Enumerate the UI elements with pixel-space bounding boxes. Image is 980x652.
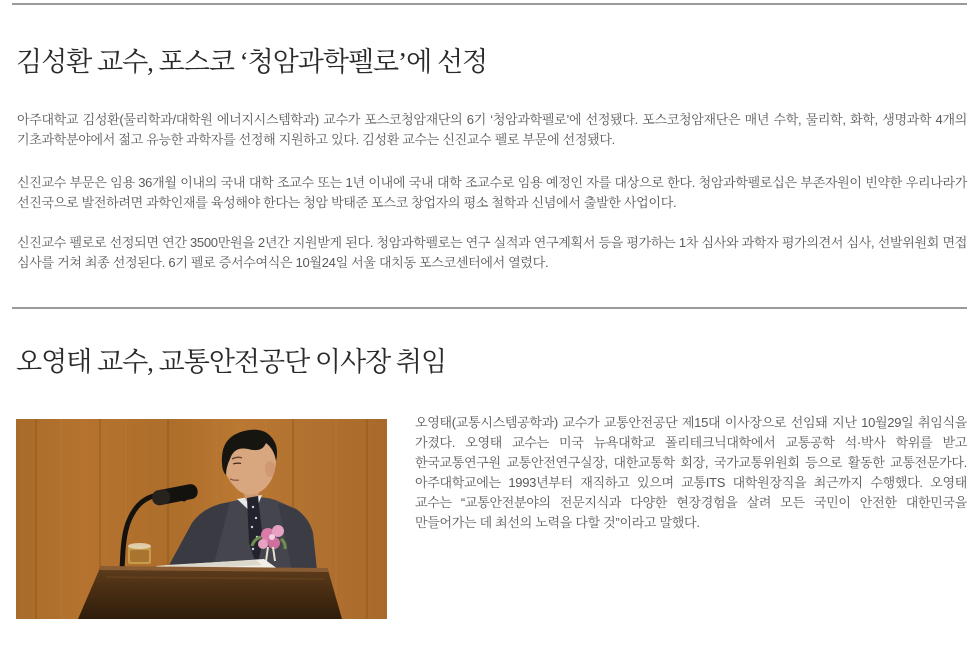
section-divider-middle <box>12 307 967 309</box>
section-divider-top <box>12 3 967 5</box>
article-1-paragraph-1: 아주대학교 김성환(물리학과/대학원 에너지시스템학과) 교수가 포스코청암재단의 6기 ‘청암과학펠로’에 선정됐다. 포스코청암재단은 매년 수학, 물리학, 화학, 생명과학 4개의 기초과학분야에서 젊고 유능한 과학자를 선정해 지원하고 있다. 김성환 교수는 신진교수 펠로 부문에 선정됐다. <box>17 112 967 147</box>
article-1-paragraph-2: 신진교수 부문은 임용 36개월 이내의 국내 대학 조교수 또는 1년 이내에 국내 대학 조교수로 임용 예정인 자를 대상으로 한다. 청암과학펠로십은 부존자원이 빈약한 우리나라가 선진국으로 발전하려면 과학인재를 육성해야 한다는 청암 박태준 포스코 창업자의 평소 철학과 신념에서 출발한 사업이다. <box>17 175 967 210</box>
article-2-title: 오영태 교수, 교통안전공단 이사장 취임 <box>16 347 447 377</box>
article-2-paragraph-1: 오영태(교통시스템공학과) 교수가 교통안전공단 제15대 이사장으로 선임돼 지난 10월29일 취임식을 가졌다. 오영태 교수는 미국 뉴욕대학교 폴리테크닉대학에서 교통공학 석·박사 학위를 받고 한국교통연구원 교통안전연구실장, 대한교통학 회장, 국가교통위원회 등으로 활동한 교통전문가다. 아주대학교에는 1993년부터 재직하고 있으며 교통ITS 대학원장직을 최근까지 수행했다. 오영태 교수는 “교통안전분야의 전문지식과 다양한 현장경험을 살려 모든 국민이 안전한 대한민국을 만들어가는 데 최선의 노력을 다할 것”이라고 말했다. <box>415 415 967 530</box>
article-1-title: 김성환 교수, 포스코 ‘청암과학펠로’에 선정 <box>16 47 488 77</box>
ceremony-photo-graphic <box>16 419 387 619</box>
ceremony-photo <box>16 419 387 619</box>
article-1-paragraph-3: 신진교수 펠로로 선정되면 연간 3500만원을 2년간 지원받게 된다. 청암과학펠로는 연구 실적과 연구계획서 등을 평가하는 1차 심사와 과학자 평가의견서 심사, 선발위원회 면접 심사를 거쳐 최종 선정된다. 6기 펠로 증서수여식은 10월24일 서울 대치동 포스코센터에서 열렸다. <box>17 235 967 270</box>
